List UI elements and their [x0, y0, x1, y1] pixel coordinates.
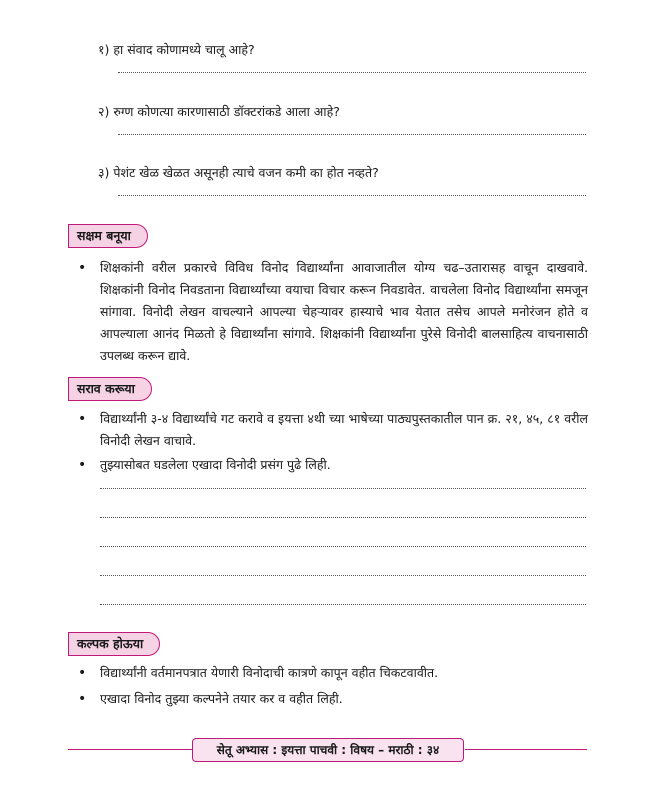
bullet-icon: • — [78, 691, 87, 707]
writing-line-4[interactable] — [100, 575, 586, 576]
saksham-paragraph: शिक्षकांनी वरील प्रकारचे विविध विनोद विद्यार्थ्यांना आवाजातील योग्य चढ–उतारासह वाचून दाखवावे. शिक्षकांनी विनोद निवडताना विद्यार्थ्यांच्या वयाचा विचार करून निवडावेत. वाचलेला विनोद विद्यार्थ्यांना समजून सांगावा. विनोदी लेखन वाचल्याने आपल्या चेहऱ्यावर हास्याचे भाव येतात तसेच आपले मनोरंजन होते व आपल्याला आनंद मिळतो हे विद्यार्थ्यांना सांगावे. शिक्षकांनी विद्यार्थ्यांना पुरेसे विनोदी बालसाहित्य वाचनासाठी उपलब्ध करून द्यावे. — [100, 260, 588, 363]
writing-line-3[interactable] — [100, 546, 586, 547]
sarav-bullet-2: तुझ्यासोबत घडलेला एखादा विनोदी प्रसंग पुढे लिही. — [100, 457, 331, 472]
answer-line-2[interactable] — [118, 134, 586, 135]
question-1: १) हा संवाद कोणामध्ये चालू आहे? — [98, 42, 255, 57]
kalpak-bullet-1: विद्यार्थ्यांनी वर्तमानपत्रात येणारी विनोदाची कात्रणे कापून वहीत चिकटवावीत. — [100, 665, 439, 680]
bullet-icon: • — [78, 411, 87, 427]
bullet-icon: • — [78, 260, 87, 276]
writing-line-5[interactable] — [100, 604, 586, 605]
sarav-bullet-1: विद्यार्थ्यांनी ३-४ विद्यार्थ्यांचे गट करावे व इयत्ता ४थी च्या भाषेच्या पाठ्यपुस्तकातील पान क्र. २१, ४५, ८१ वरील विनोदी लेखन वाचावे. — [100, 411, 588, 448]
section-tag-sarav: सराव करूया — [68, 377, 152, 401]
answer-line-1[interactable] — [118, 72, 586, 73]
footer-rule-right — [465, 749, 587, 750]
writing-line-2[interactable] — [100, 517, 586, 518]
bullet-icon: • — [78, 457, 87, 473]
question-3: ३) पेशंट खेळ खेळत असूनही त्याचे वजन कमी का होत नव्हते? — [98, 165, 379, 180]
section-tag-kalpak: कल्पक होऊया — [68, 632, 160, 656]
writing-line-1[interactable] — [100, 488, 586, 489]
bullet-icon: • — [78, 665, 87, 681]
section-tag-saksham: सक्षम बनूया — [68, 224, 148, 248]
question-2: २) रुग्ण कोणत्या कारणासाठी डॉक्टरांकडे आला आहे? — [98, 104, 340, 119]
footer-rule-left — [68, 749, 192, 750]
answer-line-3[interactable] — [118, 195, 586, 196]
kalpak-bullet-2: एखादा विनोद तुझ्या कल्पनेने तयार कर व वहीत लिही. — [100, 691, 343, 706]
footer-label: सेतू अभ्यास : इयत्ता पाचवी : विषय – मराठी : ३४ — [192, 738, 464, 762]
